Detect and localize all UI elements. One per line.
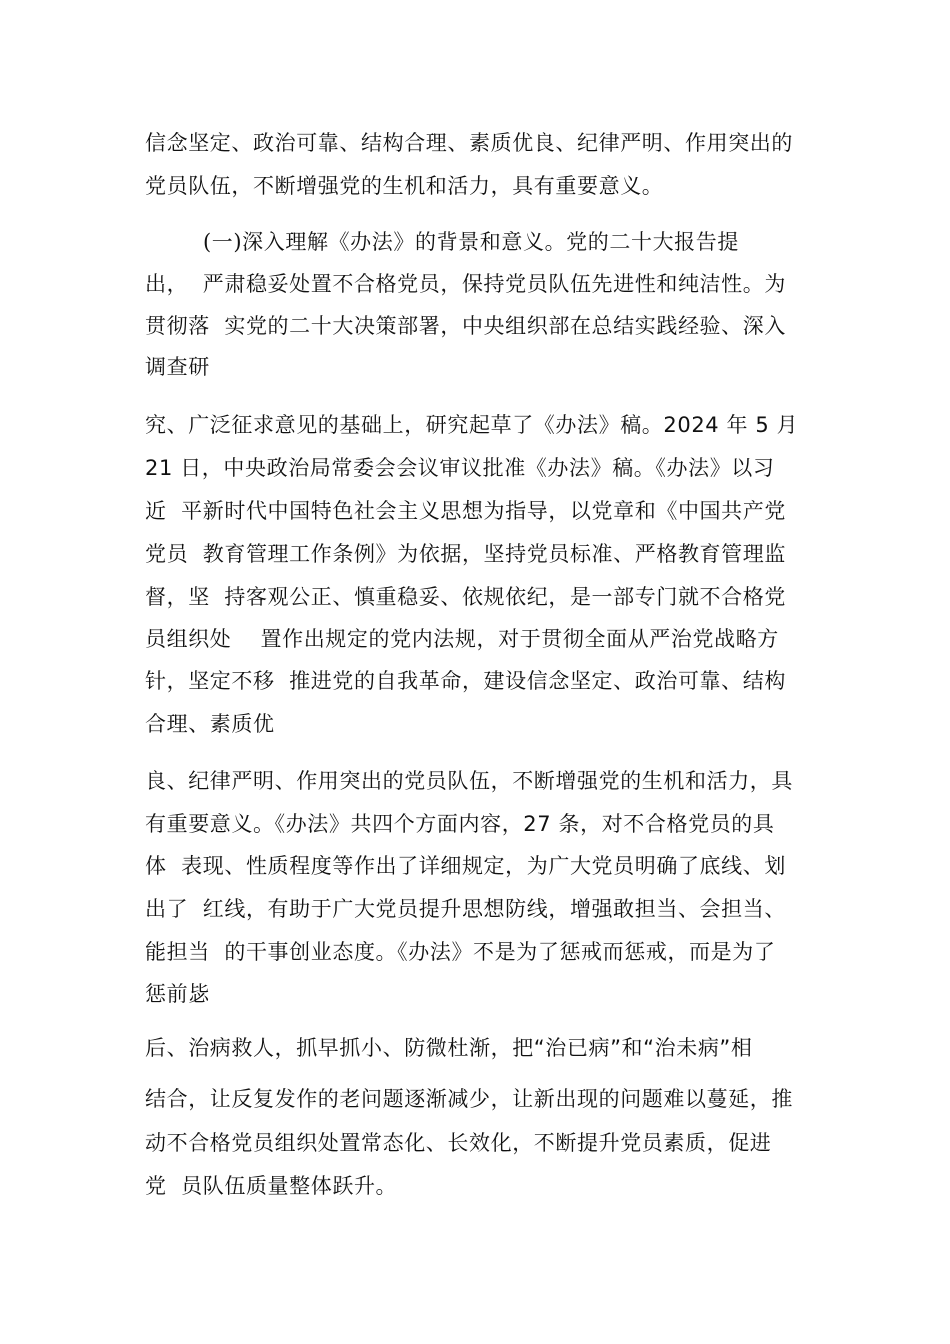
text-line: 21 日，中央政治局常委会会议审议批准《办法》稿。《办法》以习 — [145, 456, 775, 480]
text-line: 合理、素质优 — [145, 712, 275, 736]
text-line: 体 表现、性质程度等作出了详细规定，为广大党员明确了底线、划 — [145, 854, 786, 878]
section-heading-line: (一)深入理解《办法》的背景和意义。党的二十大报告提 — [203, 230, 739, 254]
text-line: 有重要意义。《办法》共四个方面内容，27 条，对不合格党员的具 — [145, 812, 775, 836]
text-line: 党员队伍，不断增强党的生机和活力，具有重要意义。 — [145, 174, 664, 198]
text-line: 出了 红线，有助于广大党员提升思想防线，增强敢担当、会担当、 — [145, 897, 786, 921]
text-line: 督，坚 持客观公正、慎重稳妥、依规依纪，是一部专门就不合格党 — [145, 585, 786, 609]
text-line: 员组织处 置作出规定的党内法规，对于贯彻全面从严治党战略方 — [145, 627, 779, 651]
text-line: 信念坚定、政治可靠、结构合理、素质优良、纪律严明、作用突出的 — [145, 131, 793, 155]
text-line: 后、治病救人，抓早抓小、防微杜渐，把“治已病”和“治未病”相 — [145, 1036, 753, 1060]
text-line: 能担当 的干事创业态度。《办法》不是为了惩戒而惩戒，而是为了 — [145, 940, 776, 964]
text-line: 针，坚定不移 推进党的自我革命，建设信念坚定、政治可靠、结构 — [145, 669, 786, 693]
text-line: 良、纪律严明、作用突出的党员队伍，不断增强党的生机和活力，具 — [145, 769, 793, 793]
text-line: 结合，让反复发作的老问题逐渐减少，让新出现的问题难以蔓延，推 — [145, 1087, 793, 1111]
text-line: 党 员队伍质量整体跃升。 — [145, 1174, 398, 1198]
text-line: 出， 严肃稳妥处置不合格党员，保持党员队伍先进性和纯洁性。为 — [145, 272, 786, 296]
text-line: 近 平新时代中国特色社会主义思想为指导，以党章和《中国共产党 — [145, 499, 786, 523]
text-line: 惩前毖 — [145, 982, 210, 1006]
text-line: 究、广泛征求意见的基础上，研究起草了《办法》稿。2024 年 5 月 — [145, 413, 799, 437]
text-line: 调查研 — [145, 355, 210, 379]
text-line: 贯彻落 实党的二十大决策部署，中央组织部在总结实践经验、深入 — [145, 314, 786, 338]
text-line: 动不合格党员组织处置常态化、长效化，不断提升党员素质，促进 — [145, 1131, 772, 1155]
text-line: 党员 教育管理工作条例》为依据，坚持党员标准、严格教育管理监 — [145, 542, 786, 566]
